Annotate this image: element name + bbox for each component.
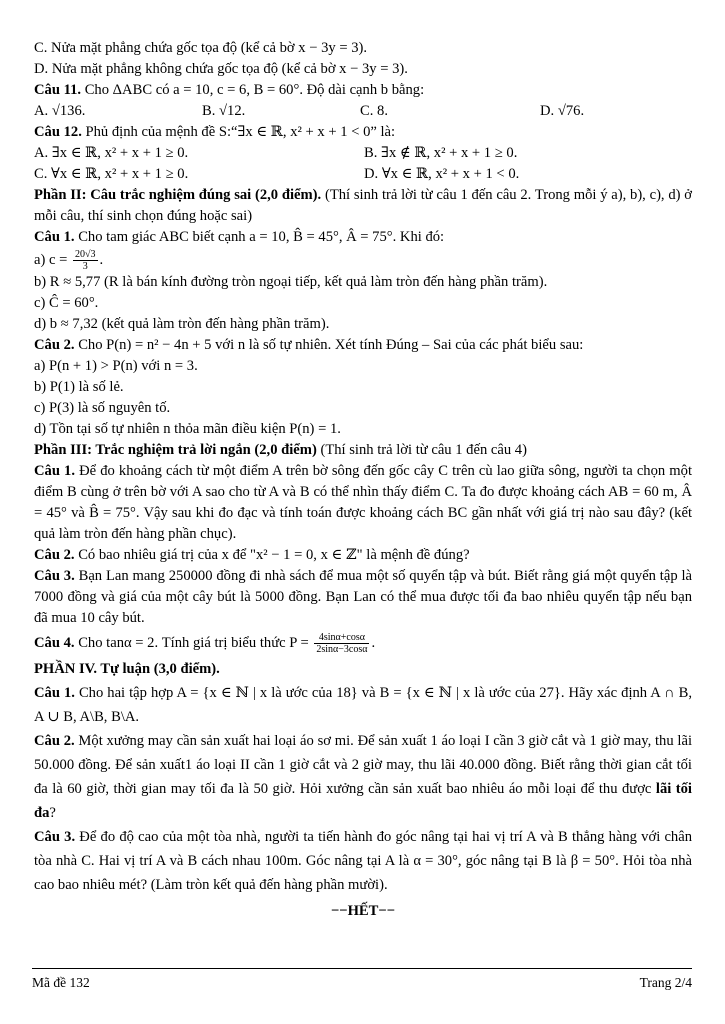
question-label: Câu 11. <box>34 82 82 98</box>
question-text: Để đo khoảng cách từ một điểm A trên bờ sông đến gốc cây C trên cù lao giữa sông, người ta chọn một điểm B cùng ở trên bờ với A sao cho từ A và B có thể nhìn thấy điểm C. Ta đo được khoảng cách AB = 60 m, Â = 45° và B̂ = 75°. Vậy sau khi đo đạc và tính toán được khoảng cách BC gần nhất với giá trị nào sau đây? (kết quả làm tròn đến hàng phần chục). <box>34 463 692 543</box>
question-end: ? <box>49 805 56 822</box>
fraction <box>73 249 98 272</box>
question-text: Cho P(n) = n² − 4n + 5 với n là số tự nhiên. Xét tính Đúng – Sai của các phát biểu sau: <box>74 337 584 354</box>
end-marker: −−HẾT−− <box>330 903 396 920</box>
page-number: Trang 2/4 <box>639 975 692 990</box>
question-label: Câu 12. <box>34 124 82 140</box>
fraction <box>314 632 369 655</box>
question-label: Câu 1. <box>34 463 75 480</box>
question-11 <box>34 80 692 101</box>
part-4-question-3 <box>34 825 692 897</box>
emphasis: lãi tối đa <box>34 781 692 822</box>
statement-c: c) Ĉ = 60°. <box>34 295 99 312</box>
denominator: 3 <box>82 261 88 273</box>
option-c: C. Nửa mặt phẳng chứa gốc tọa độ (kể cả bờ x − 3y = 3). <box>34 40 367 56</box>
part-description: (Thí sinh trả lời từ câu 1 đến câu 4) <box>316 442 527 459</box>
option-a: A. √136. <box>34 103 86 119</box>
question-text: Bạn Lan mang 250000 đồng đi nhà sách để mua một số quyển tập và bút. Biết rằng giá một quyển tập là 7000 đồng và giá của một cây bút là 5000 đồng. Bạn Lan có thể mua được tối đa bao nhiêu quyển tập nếu bạn đã mua 10 cây bút. <box>34 568 693 627</box>
option-d: D. Nửa mặt phẳng không chứa gốc tọa độ (kể cả bờ x − 3y = 3). <box>34 61 408 77</box>
option-d: D. ∀x ∈ ℝ, x² + x + 1 < 0. <box>364 166 520 182</box>
statement-b: b) P(1) là số lẻ. <box>34 379 124 396</box>
question-text: Có bao nhiêu giá trị của x để "x² − 1 = 0, x ∈ ℤ" là mệnh đề đúng? <box>74 547 470 564</box>
part-2-heading <box>34 185 692 227</box>
question-label: Câu 2. <box>34 337 75 354</box>
question-12 <box>34 122 692 143</box>
question-text: Một xưởng may cần sản xuất hai loại áo sơ mi. Để sản xuất 1 áo loại I cần 3 giờ cắt và 1 giờ may, thu lãi 50.000 đồng. Để sản xuất1 áo loại II cần 1 giờ cắt và 2 giờ may, thu lãi 40.000 đồng. Biết rằng thời gian cắt tối đa là 60 giờ, thời gian may tối đa là 50 giờ. Hỏi xưởng cần sản xuất bao nhiêu áo mỗi loại để thu được <box>34 733 693 798</box>
question-text: Để đo độ cao của một tòa nhà, người ta tiến hành đo góc nâng tại hai vị trí A và B thẳng hàng với chân tòa nhà C. Hai vị trí A và B cách nhau 100m. Góc nâng tại A là α = 30°, góc nâng tại B là β = 50°. Hỏi tòa nhà cao bao nhiêu mét? (Làm tròn kết quả đến hàng phần mười). <box>34 829 692 894</box>
statement-text: a) c = <box>34 252 71 268</box>
statement-d: d) b ≈ 7,32 (kết quả làm tròn đến hàng phần trăm). <box>34 316 330 333</box>
question-label: Câu 2. <box>34 733 75 750</box>
statement-d: d) Tồn tại số tự nhiên n thỏa mãn điều kiện P(n) = 1. <box>34 421 341 438</box>
part-2-question-1 <box>34 227 692 248</box>
part-2-question-2 <box>34 335 692 356</box>
exam-page <box>34 38 692 923</box>
question-text: Cho tam giác ABC biết cạnh a = 10, B̂ = 45°, Â = 75°. Khi đó: <box>74 229 445 245</box>
question-12-options-ab <box>34 143 692 164</box>
question-label: Câu 3. <box>34 829 76 846</box>
part-title: PHẦN IV. Tự luận (3,0 điểm). <box>34 661 220 678</box>
numerator: 20√3 <box>75 249 96 261</box>
option-c: C. ∀x ∈ ℝ, x² + x + 1 ≥ 0. <box>34 166 189 182</box>
exam-code: Mã đề 132 <box>32 975 90 990</box>
question-text: Cho hai tập hợp A = {x ∈ ℕ | x là ước của 18} và B = {x ∈ ℕ | x là ước của 27}. Hãy xác định A ∩ B, A ∪ B, A\B, B\A. <box>34 685 692 726</box>
statement-a: a) P(n + 1) > P(n) với n = 3. <box>34 358 198 375</box>
page-footer <box>32 968 692 991</box>
statement-a <box>34 248 692 272</box>
question-text: Cho ΔABC có a = 10, c = 6, B = 60°. Độ dài cạnh b bằng: <box>81 82 425 98</box>
question-12-options-cd <box>34 164 692 185</box>
statement-end: . <box>99 252 104 268</box>
question-label: Câu 1. <box>34 229 75 245</box>
question-end: . <box>371 635 376 652</box>
question-label: Câu 1. <box>34 685 75 702</box>
part-3-question-2 <box>34 545 692 566</box>
part-4-question-1 <box>34 681 692 729</box>
denominator: 2sinα−3cosα <box>316 644 368 656</box>
option-d: D. √76. <box>540 103 585 119</box>
part-3-heading <box>34 440 692 461</box>
part-4-question-2 <box>34 729 692 825</box>
part-title: Phần II: Câu trắc nghiệm đúng sai (2,0 điểm). <box>34 187 322 203</box>
question-label: Câu 2. <box>34 547 75 564</box>
statement-b: b) R ≈ 5,77 (R là bán kính đường tròn ngoại tiếp, kết quả làm tròn đến hàng phần trăm). <box>34 274 548 291</box>
part-title: Phần III: Trắc nghiệm trả lời ngắn (2,0 điểm) <box>34 442 317 459</box>
statement-c: c) P(3) là số nguyên tố. <box>34 400 171 417</box>
part-4-heading <box>34 657 692 681</box>
option-b: B. √12. <box>202 103 246 119</box>
option-b: B. ∃x ∉ ℝ, x² + x + 1 ≥ 0. <box>364 145 518 161</box>
numerator: 4sinα+cosα <box>314 632 369 644</box>
part-4 <box>34 657 692 897</box>
question-label: Câu 4. <box>34 635 75 652</box>
part-description: (Thí sinh trả lời từ câu 1 đến câu 2. Trong mỗi ý a), b), c), d) ở mỗi câu, thí sinh chọn đúng hoặc sai) <box>34 187 692 224</box>
question-label: Câu 3. <box>34 568 75 585</box>
question-text: Phủ định của mệnh đề S:“∃x ∈ ℝ, x² + x + 1 < 0” là: <box>81 124 396 140</box>
question-11-options <box>34 101 692 122</box>
option-c: C. 8. <box>360 103 388 119</box>
option-a: A. ∃x ∈ ℝ, x² + x + 1 ≥ 0. <box>34 145 189 161</box>
part-3-question-3 <box>34 566 692 629</box>
part-3-question-4 <box>34 629 692 657</box>
question-text: Cho tanα = 2. Tính giá trị biểu thức P = <box>74 635 313 652</box>
part-3-question-1 <box>34 461 692 545</box>
